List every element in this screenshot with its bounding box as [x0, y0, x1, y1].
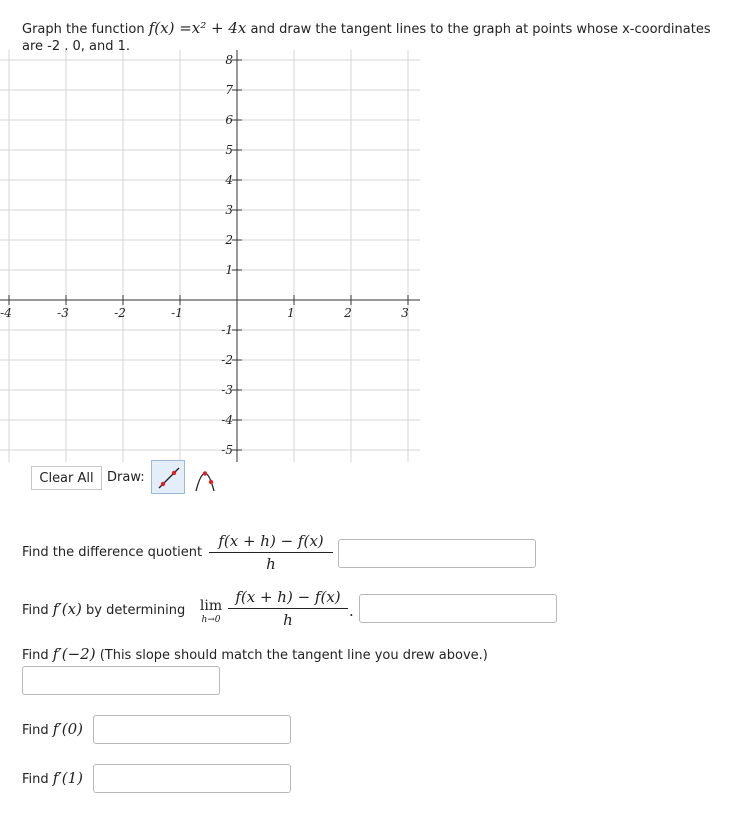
dq-label: Find the difference quotient	[22, 545, 203, 560]
fneg2-math: f′(−2)	[52, 645, 96, 663]
limit-operator	[196, 598, 226, 625]
lim-text: lim	[199, 598, 223, 614]
dq-numerator: f(x + h) − f(x)	[218, 532, 324, 550]
y-tick-label: 4	[225, 173, 233, 187]
question-line-2: are -2 , 0, and 1.	[22, 39, 131, 54]
y-tick-label: 5	[225, 143, 233, 157]
f0-pre: Find	[22, 723, 53, 738]
x-tick-label: 2	[344, 306, 352, 320]
y-tick-label: -3	[221, 383, 233, 397]
dq-answer-input[interactable]	[338, 539, 536, 568]
f0-label	[22, 720, 83, 740]
line-tool-icon	[152, 461, 186, 495]
x-tick-label: -4	[0, 306, 12, 320]
x-tick-label: -1	[171, 306, 183, 320]
x-tick-label: -2	[114, 306, 126, 320]
dq-fraction	[209, 532, 333, 576]
fneg2-pre: Find	[22, 648, 53, 663]
deriv-fx: f′(x)	[52, 600, 82, 618]
f0-answer-input[interactable]	[93, 715, 291, 744]
x-tick-label: -3	[57, 306, 69, 320]
lim-subscript: h→0	[201, 615, 221, 625]
question-line-1	[22, 19, 711, 39]
y-tick-label: 8	[225, 53, 233, 67]
deriv-label-pre: Find	[22, 603, 53, 618]
y-tick-label: 6	[225, 113, 233, 127]
function-lhs: f(x) =	[148, 19, 192, 37]
x-tick-label: 3	[401, 306, 409, 320]
f1-math: f′(1)	[52, 769, 83, 787]
dq-denominator: h	[266, 555, 276, 573]
deriv-label-mid: by determining	[81, 603, 186, 618]
fneg2-answer-input[interactable]	[22, 666, 220, 695]
fneg2-label	[22, 645, 488, 665]
deriv-label	[22, 600, 185, 620]
parabola-tool-icon	[188, 460, 222, 494]
y-tick-label: -5	[221, 443, 233, 457]
y-tick-label: -4	[221, 413, 233, 427]
f1-answer-input[interactable]	[93, 764, 291, 793]
y-tick-label: 1	[225, 263, 233, 277]
deriv-answer-input[interactable]	[359, 594, 557, 623]
parabola-tool-button[interactable]	[188, 460, 222, 494]
deriv-numerator: f(x + h) − f(x)	[235, 588, 341, 606]
y-tick-label: -1	[221, 323, 233, 337]
y-tick-label: 7	[225, 83, 233, 97]
clear-all-button[interactable]: Clear All	[31, 466, 102, 490]
draw-label: Draw:	[107, 470, 145, 485]
deriv-period: .	[349, 602, 354, 620]
graph-canvas[interactable]	[0, 50, 440, 470]
y-tick-label: -2	[221, 353, 233, 367]
x-tick-label: 1	[287, 306, 295, 320]
f1-label	[22, 769, 83, 789]
deriv-fraction	[228, 588, 348, 632]
line-tool-button[interactable]	[151, 460, 185, 494]
fneg2-post: (This slope should match the tangent line you drew above.)	[95, 648, 488, 663]
question-text-pre: Graph the function	[22, 22, 149, 37]
f0-math: f′(0)	[52, 720, 83, 738]
question-text-post: and draw the tangent lines to the graph at points whose x-coordinates	[246, 22, 711, 37]
function-rhs: x² + 4x	[191, 19, 247, 37]
f1-pre: Find	[22, 772, 53, 787]
y-tick-label: 2	[225, 233, 233, 247]
deriv-denominator: h	[283, 611, 293, 629]
y-tick-label: 3	[225, 203, 233, 217]
